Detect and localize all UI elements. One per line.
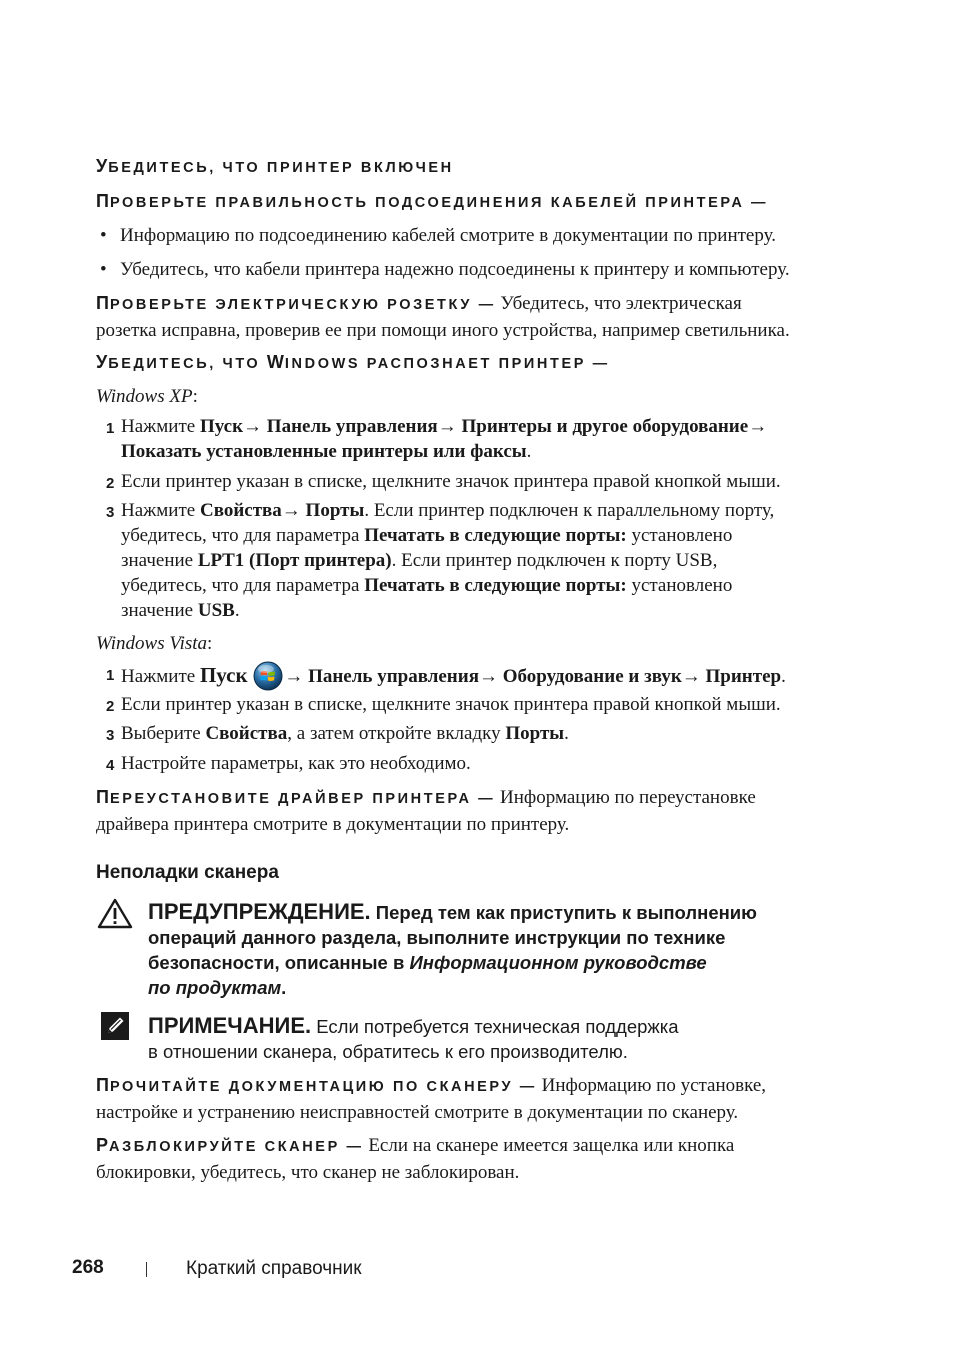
vista-step-3: 3 Выберите Свойства, а затем откройте вкладку Порты. (106, 723, 569, 744)
note-block: ПРИМЕЧАНИЕ. Если потребуется техническая поддержка в отношении сканера, обратитесь к его производителю. (148, 1013, 679, 1062)
heading-printer-on: УБЕДИТЕСЬ, ЧТО ПРИНТЕР ВКЛЮЧЕН (96, 156, 454, 176)
xp-step-3: 3 Нажмите Свойства→ Порты. Если принтер подключен к параллельному порту, убедитесь, что для параметра Печатать в следующие порты: установлено значение LPT1 (Порт принтера). Если принтер подключен к порту USB, убедитесь, что для параметра Печатать в следующие порты: установлено значение USB. (106, 500, 775, 621)
heading-read-docs: ПРОЧИТАЙТЕ ДОКУМЕНТАЦИЮ ПО СКАНЕРУ — (96, 1075, 537, 1095)
paragraph-unlock-scanner: РАЗБЛОКИРУЙТЕ СКАНЕР — Если на сканере имеется защелка или кнопка блокировки, убедитесь, что сканер не заблокирован. (96, 1135, 735, 1183)
heading-check-cables: ПРОВЕРЬТЕ ПРАВИЛЬНОСТЬ ПОДСОЕДИНЕНИЯ КАБЕЛЕЙ ПРИНТЕРА — (96, 191, 769, 211)
xp-step-2: 2 Если принтер указан в списке, щелкните значок принтера правой кнопкой мыши. (106, 471, 781, 492)
section-title: Неполадки сканера (96, 862, 279, 883)
bullet-item: • Информацию по подсоединению кабелей смотрите в документации по принтеру. (100, 225, 776, 246)
windows-xp-label: Windows XP: (96, 386, 198, 407)
heading-windows-recognizes: УБЕДИТЕСЬ, ЧТО WINDOWS РАСПОЗНАЕТ ПРИНТЕР — (96, 352, 610, 372)
paragraph-read-docs: ПРОЧИТАЙТЕ ДОКУМЕНТАЦИЮ ПО СКАНЕРУ — Информацию по установке, настройке и устранению неисправностей смотрите в документации по сканеру. (96, 1075, 767, 1123)
warning-triangle-icon (97, 898, 133, 930)
vista-step-4: 4 Настройте параметры, как это необходимо. (106, 753, 471, 774)
vista-step-2: 2 Если принтер указан в списке, щелкните значок принтера правой кнопкой мыши. (106, 694, 781, 715)
vista-step-1: 1 Нажмите Пуск → Панель управления→ Оборудование и звук→ Принтер. (106, 661, 826, 689)
warning-block: ПРЕДУПРЕЖДЕНИЕ. Перед тем как приступить к выполнению операций данного раздела, выполните инструкции по технике безопасности, описанные в Информационном руководстве по продуктам. (148, 899, 757, 998)
footer-divider (146, 1262, 147, 1277)
xp-step-1: 1 Нажмите Пуск→ Панель управления→ Принтеры и другое оборудование→ Показать установленные принтеры или факсы. (106, 416, 768, 462)
bullet-item: • Убедитесь, что кабели принтера надежно подсоединены к принтеру и компьютеру. (100, 259, 790, 280)
windows-vista-label: Windows Vista: (96, 633, 213, 654)
footer-title: Краткий справочник (186, 1258, 362, 1279)
windows-start-orb-icon (253, 661, 283, 691)
paragraph-reinstall-driver: ПЕРЕУСТАНОВИТЕ ДРАЙВЕР ПРИНТЕРА — Информацию по переустановке драйвера принтера смотрите в документации по принтеру. (96, 787, 756, 835)
paragraph-check-outlet: ПРОВЕРЬТЕ ЭЛЕКТРИЧЕСКУЮ РОЗЕТКУ — Убедитесь, что электрическая розетка исправна, проверив ее при помощи иного устройства, например светильника. (96, 293, 790, 341)
note-pencil-icon (101, 1012, 129, 1040)
page-number: 268 (72, 1257, 104, 1278)
heading-unlock-scanner: РАЗБЛОКИРУЙТЕ СКАНЕР — (96, 1135, 364, 1155)
heading-reinstall-driver: ПЕРЕУСТАНОВИТЕ ДРАЙВЕР ПРИНТЕРА — (96, 787, 496, 807)
heading-check-outlet: ПРОВЕРЬТЕ ЭЛЕКТРИЧЕСКУЮ РОЗЕТКУ — (96, 293, 496, 313)
